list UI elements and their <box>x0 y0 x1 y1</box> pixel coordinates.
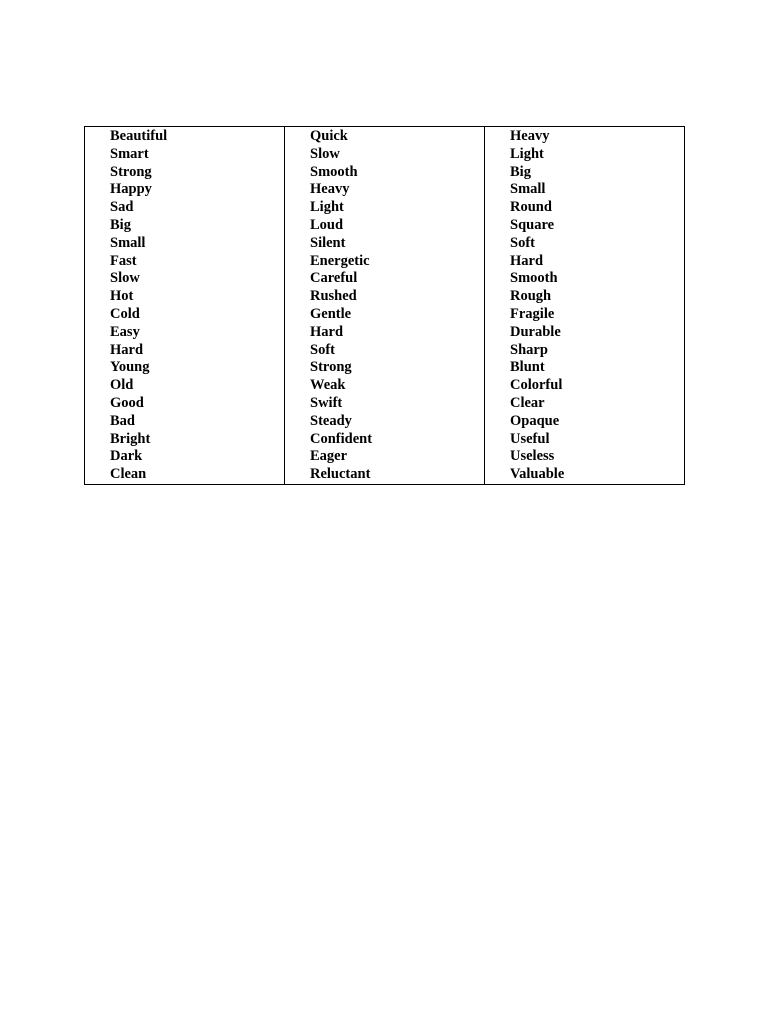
word-cell: Steady <box>310 412 352 429</box>
word-cell: Light <box>310 199 344 216</box>
word-cell: Durable <box>510 323 561 340</box>
word-cell: Heavy <box>310 181 350 198</box>
word-cell: Round <box>510 199 552 216</box>
word-cell: Small <box>110 234 146 251</box>
word-cell: Smooth <box>310 163 358 180</box>
word-cell: Old <box>110 377 134 394</box>
word-cell: Sad <box>110 199 134 216</box>
word-list <box>510 128 684 484</box>
word-cell: Confident <box>310 430 373 447</box>
word-cell: Strong <box>310 359 352 376</box>
word-list <box>110 128 284 484</box>
word-cell: Strong <box>110 163 152 180</box>
word-cell: Happy <box>110 181 152 198</box>
word-cell: Bright <box>110 430 151 447</box>
word-cell: Weak <box>310 377 346 394</box>
word-cell: Clear <box>510 394 545 411</box>
word-cell: Loud <box>310 216 344 233</box>
word-cell: Useful <box>510 430 550 447</box>
word-column-2 <box>284 127 484 484</box>
word-cell: Fast <box>110 252 137 269</box>
word-cell: Rough <box>510 288 552 305</box>
word-cell: Light <box>510 145 544 162</box>
word-cell: Easy <box>110 323 140 340</box>
word-cell: Sharp <box>510 341 548 358</box>
word-cell: Clean <box>110 466 147 483</box>
word-cell: Colorful <box>510 377 563 394</box>
word-cell: Blunt <box>510 359 545 376</box>
word-cell: Slow <box>110 270 140 287</box>
word-cell: Big <box>110 216 131 233</box>
word-column-1 <box>85 127 284 484</box>
word-cell: Smart <box>110 145 149 162</box>
word-cell: Smooth <box>510 270 558 287</box>
word-cell: Hard <box>110 341 144 358</box>
word-cell: Soft <box>510 234 535 251</box>
word-cell: Small <box>510 181 546 198</box>
word-cell: Fragile <box>510 305 555 322</box>
word-cell: Useless <box>510 448 555 465</box>
word-cell: Swift <box>310 394 343 411</box>
word-cell: Beautiful <box>110 128 168 144</box>
word-cell: Quick <box>310 128 348 144</box>
word-cell: Big <box>510 163 531 180</box>
word-cell: Soft <box>310 341 335 358</box>
word-list <box>310 128 484 484</box>
word-cell: Careful <box>310 270 358 287</box>
word-cell: Hard <box>310 323 344 340</box>
word-column-3 <box>484 127 684 484</box>
word-cell: Valuable <box>510 466 565 483</box>
word-cell: Opaque <box>510 412 560 429</box>
word-cell: Dark <box>110 448 143 465</box>
word-cell: Young <box>110 359 150 376</box>
word-cell: Silent <box>310 234 346 251</box>
word-cell: Good <box>110 394 144 411</box>
word-cell: Hot <box>110 288 134 305</box>
word-cell: Hard <box>510 252 544 269</box>
word-cell: Gentle <box>310 305 352 322</box>
word-cell: Cold <box>110 305 140 322</box>
word-cell: Reluctant <box>310 466 371 483</box>
word-cell: Square <box>510 216 555 233</box>
word-cell: Eager <box>310 448 348 465</box>
word-cell: Slow <box>310 145 340 162</box>
word-cell: Rushed <box>310 288 357 305</box>
word-cell: Energetic <box>310 252 370 269</box>
word-cell: Bad <box>110 412 135 429</box>
word-table <box>84 126 685 485</box>
word-cell: Heavy <box>510 128 550 144</box>
